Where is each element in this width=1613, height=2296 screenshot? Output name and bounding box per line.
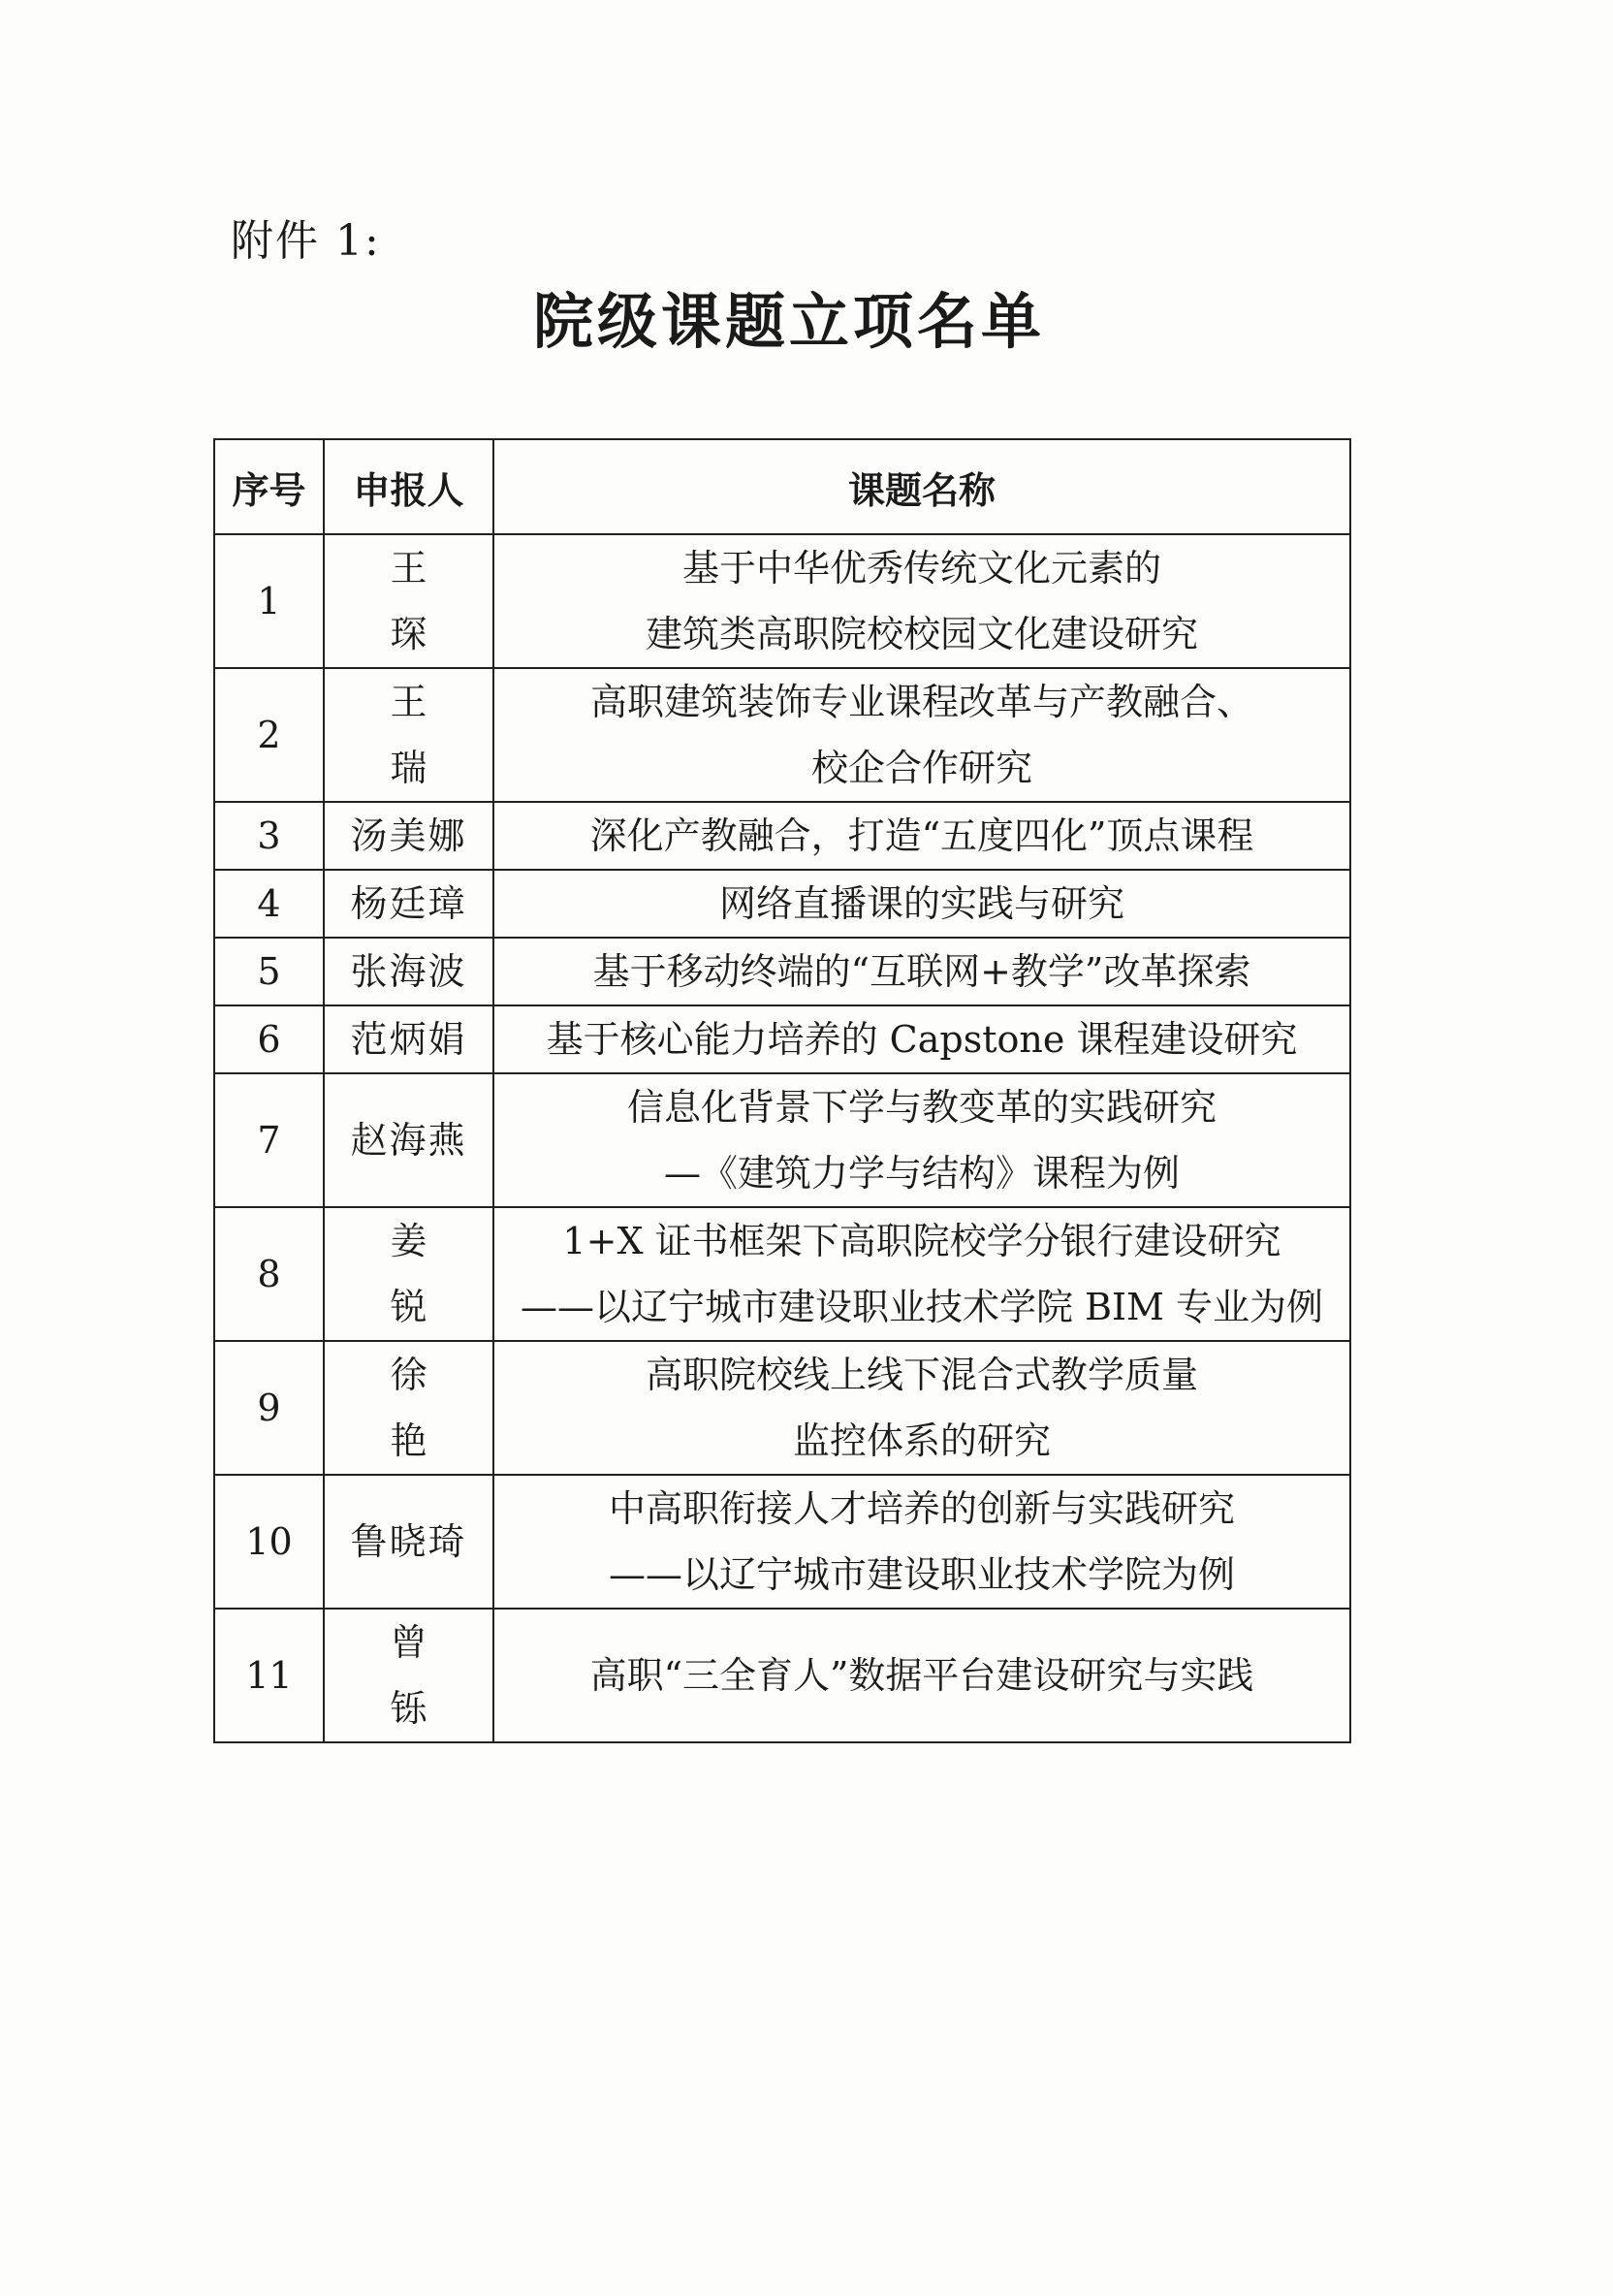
table-row (214, 668, 1350, 802)
topic-line: 高职建筑装饰专业课程改革与产教融合、 (589, 681, 1253, 723)
topic-line: 网络直播课的实践与研究 (718, 882, 1124, 925)
row-applicant: 杨廷璋 (324, 870, 493, 938)
row-topic (493, 1341, 1350, 1475)
column-header-topic: 课题名称 (493, 439, 1350, 534)
row-number: 5 (214, 938, 324, 1005)
row-applicant: 鲁晓琦 (324, 1475, 493, 1609)
row-number: 9 (214, 1341, 324, 1475)
row-topic (493, 802, 1350, 870)
row-topic (493, 938, 1350, 1005)
row-applicant: 王琛 (324, 534, 493, 668)
topic-line: 建筑类高职院校校园文化建设研究 (645, 613, 1198, 655)
column-header-number: 序号 (214, 439, 324, 534)
table-row (214, 534, 1350, 668)
topic-line: 基于中华优秀传统文化元素的 (681, 547, 1161, 590)
table-row (214, 938, 1350, 1005)
table-row (214, 802, 1350, 870)
topic-line: 高职院校线上线下混合式教学质量 (645, 1354, 1198, 1396)
table-row (214, 1609, 1350, 1742)
topic-line: 高职“三全育人”数据平台建设研究与实践 (589, 1654, 1254, 1697)
topic-line: 基于移动终端的“互联网+教学”改革探索 (592, 950, 1251, 993)
topic-line: ——以辽宁城市建设职业技术学院 BIM 专业为例 (520, 1286, 1323, 1328)
topic-line: ——以辽宁城市建设职业技术学院为例 (608, 1553, 1235, 1596)
row-applicant: 徐艳 (324, 1341, 493, 1475)
row-topic (493, 534, 1350, 668)
row-applicant: 曾铄 (324, 1609, 493, 1742)
topic-line: —《建筑力学与结构》课程为例 (663, 1152, 1180, 1195)
project-list-table (213, 438, 1351, 1743)
table-row (214, 1475, 1350, 1609)
topic-line: 基于核心能力培养的 Capstone 课程建设研究 (546, 1018, 1298, 1061)
topic-line: 校企合作研究 (810, 747, 1032, 789)
attachment-label: 附件 1: (231, 216, 381, 266)
table-row (214, 870, 1350, 938)
table-row (214, 1005, 1350, 1073)
row-number: 11 (214, 1609, 324, 1742)
topic-line: 中高职衔接人才培养的创新与实践研究 (608, 1487, 1235, 1530)
table-row (214, 1341, 1350, 1475)
row-topic (493, 1005, 1350, 1073)
row-number: 1 (214, 534, 324, 668)
row-topic (493, 668, 1350, 802)
row-number: 2 (214, 668, 324, 802)
row-topic (493, 1475, 1350, 1609)
table-row (214, 1073, 1350, 1207)
row-number: 7 (214, 1073, 324, 1207)
document-title: 院级课题立项名单 (532, 286, 1045, 357)
row-number: 8 (214, 1207, 324, 1341)
row-applicant: 范炳娟 (324, 1005, 493, 1073)
row-topic (493, 1073, 1350, 1207)
topic-line: 信息化背景下学与教变革的实践研究 (626, 1086, 1217, 1129)
row-topic (493, 870, 1350, 938)
row-applicant: 汤美娜 (324, 802, 493, 870)
table-row (214, 1207, 1350, 1341)
row-applicant: 姜锐 (324, 1207, 493, 1341)
row-number: 10 (214, 1475, 324, 1609)
table-header-row (214, 439, 1350, 534)
row-number: 3 (214, 802, 324, 870)
column-header-applicant: 申报人 (324, 439, 493, 534)
row-topic (493, 1207, 1350, 1341)
topic-line: 1+X 证书框架下高职院校学分银行建设研究 (562, 1220, 1281, 1262)
row-applicant: 王瑞 (324, 668, 493, 802)
row-applicant: 张海波 (324, 938, 493, 1005)
row-number: 6 (214, 1005, 324, 1073)
row-applicant: 赵海燕 (324, 1073, 493, 1207)
row-number: 4 (214, 870, 324, 938)
topic-line: 监控体系的研究 (792, 1419, 1051, 1462)
row-topic (493, 1609, 1350, 1742)
topic-line: 深化产教融合，打造“五度四化”顶点课程 (589, 814, 1254, 857)
